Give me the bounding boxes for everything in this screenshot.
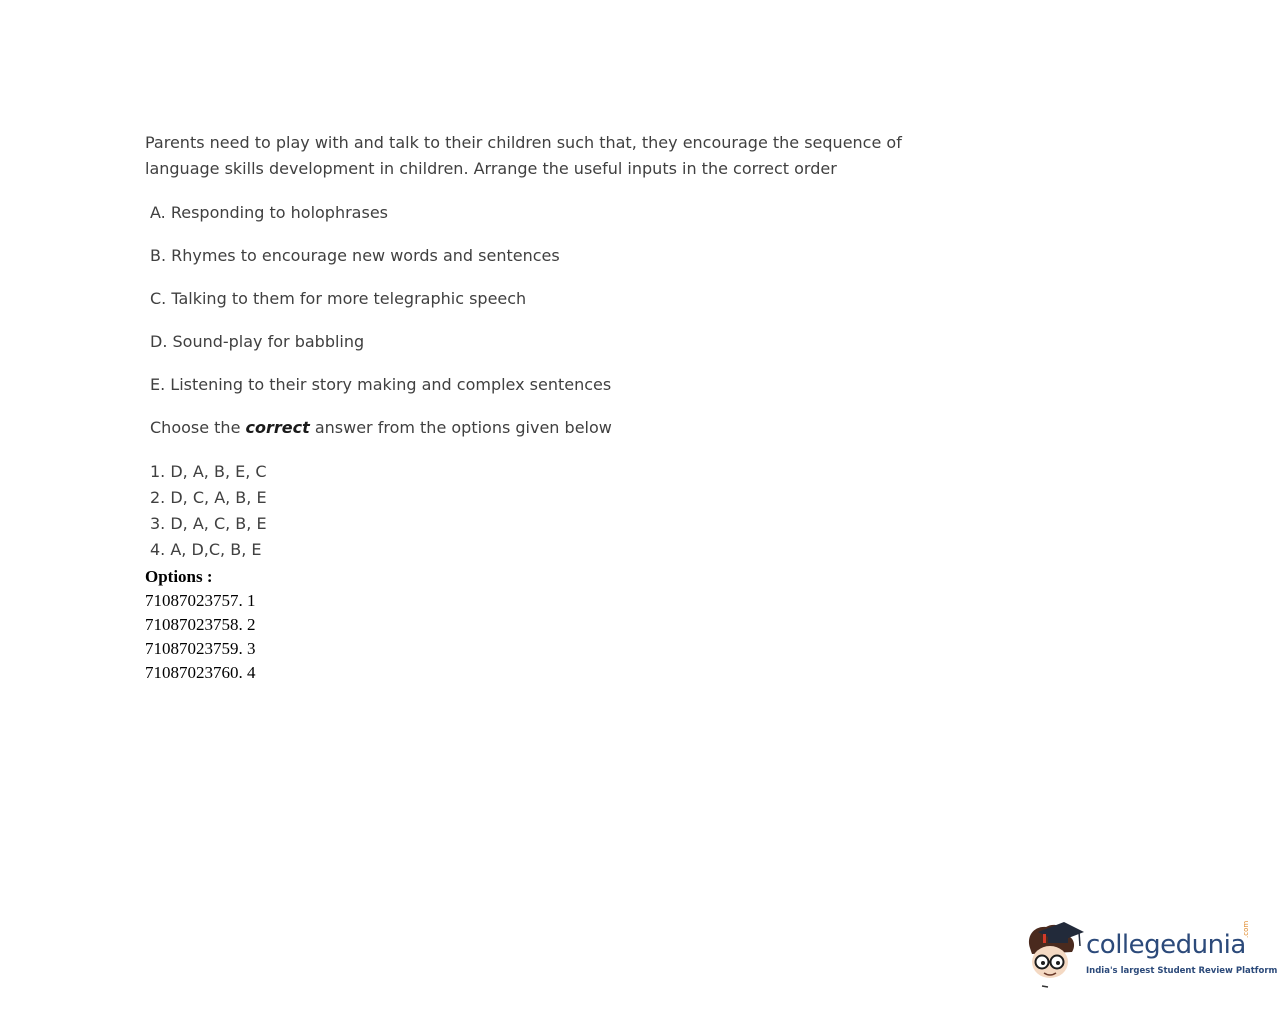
option-item: 71087023758. 2 [145, 615, 256, 634]
instruction-emphasis: correct [245, 418, 310, 437]
choice-item: 3. D, A, C, B, E [150, 514, 267, 533]
statement-item: A. Responding to holophrases [150, 203, 388, 222]
statement-list [150, 202, 905, 396]
brand-tagline: India's largest Student Review Platform [1086, 966, 1278, 976]
mascot-graduation-cap-icon [1024, 918, 1086, 990]
brand-name: collegedunia [1086, 930, 1246, 960]
question-block [145, 130, 905, 563]
statement-item: B. Rhymes to encourage new words and sentences [150, 246, 560, 265]
instruction-text [150, 417, 905, 439]
option-item: 71087023760. 4 [145, 663, 256, 682]
statement-item: C. Talking to them for more telegraphic speech [150, 289, 527, 308]
instruction-before: Choose the [150, 418, 246, 437]
question-text: Parents need to play with and talk to their children such that, they encourage the sequence of language skills development in children. Arrange the useful inputs in the correct order [145, 133, 902, 178]
choice-item: 2. D, C, A, B, E [150, 488, 267, 507]
collegedunia-logo [1024, 918, 1278, 990]
options-heading: Options : [145, 567, 213, 586]
choice-item: 1. D, A, B, E, C [150, 462, 267, 481]
statement-item: E. Listening to their story making and complex sentences [150, 375, 612, 394]
instruction-after: answer from the options given below [309, 418, 612, 437]
brand-suffix: .com [1242, 920, 1250, 938]
statement-item: D. Sound-play for babbling [150, 332, 365, 351]
options-list [145, 589, 256, 685]
option-item: 71087023757. 1 [145, 591, 256, 610]
option-item: 71087023759. 3 [145, 639, 256, 658]
choice-list [150, 459, 905, 563]
choice-item: 4. A, D,C, B, E [150, 540, 262, 559]
options-section [145, 565, 256, 685]
